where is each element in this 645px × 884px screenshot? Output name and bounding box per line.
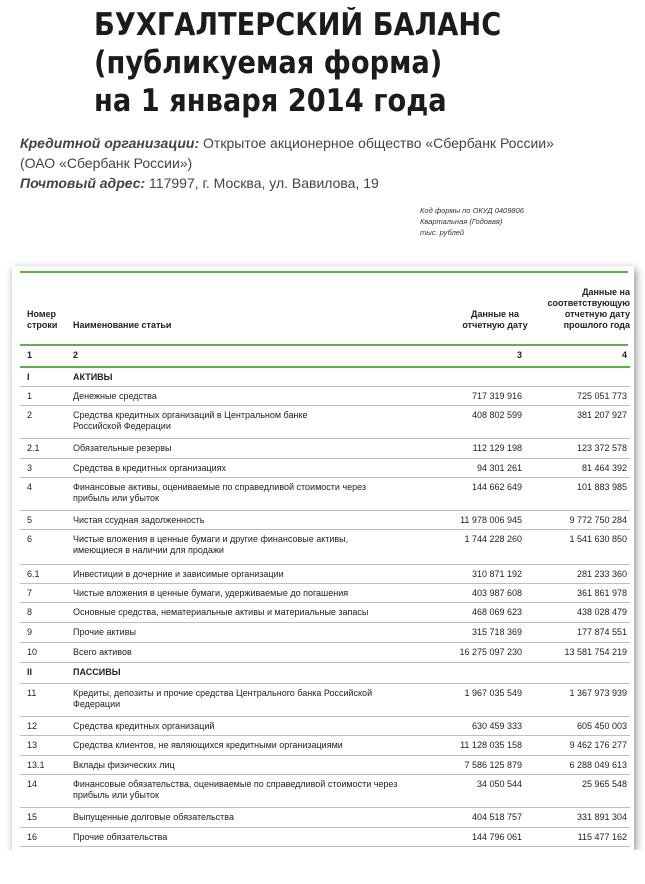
row-number: 1	[27, 350, 33, 360]
row-current-value: 144 796 061	[471, 832, 522, 842]
row-previous-value: 101 883 985	[576, 482, 627, 492]
row-current-value: 34 050 544	[476, 779, 522, 789]
row-name: 2	[73, 350, 79, 360]
title-line-2: (публикуемая форма)	[94, 45, 443, 81]
row-current-value: 404 518 757	[471, 812, 522, 822]
row-previous-value: 6 288 049 613	[569, 760, 627, 770]
row-current-value: 94 301 261	[476, 463, 522, 473]
row-number: 6.1	[27, 569, 40, 579]
row-number: 13.1	[27, 760, 45, 770]
row-current-value: 112 129 198	[472, 443, 522, 453]
row-current-value: 315 718 369	[471, 627, 522, 637]
org-name: Открытое акционерное общество «Сбербанк России»	[199, 135, 554, 151]
row-number: 8	[27, 607, 33, 617]
table-row	[20, 828, 630, 847]
header-num-line: строки	[27, 320, 58, 330]
units: тыс. рублей	[420, 228, 465, 237]
row-previous-value: 13 581 754 219	[564, 647, 627, 657]
row-number: 1	[27, 391, 33, 401]
row-current-value: 403 987 608	[471, 588, 522, 598]
row-number: 14	[27, 779, 38, 789]
table-row	[20, 808, 630, 828]
row-number: 15	[27, 812, 38, 822]
row-previous-value: 438 028 479	[576, 607, 627, 617]
header-prev-line: прошлого года	[563, 320, 630, 330]
header-cur-line: Данные на	[471, 309, 519, 319]
header-prev-line: соответствующую	[547, 298, 630, 308]
row-number: 16	[27, 832, 38, 842]
table-row	[20, 439, 630, 459]
row-name: АКТИВЫ	[73, 372, 113, 382]
table-row	[20, 756, 630, 775]
table-section-row	[20, 663, 630, 684]
row-name: Средства в кредитных организациях	[73, 463, 227, 473]
table-row	[20, 530, 630, 565]
header-cur-line: отчетную дату	[462, 320, 528, 330]
row-name: Чистая ссудная задолженность	[73, 515, 205, 525]
row-previous-value: 605 450 003	[576, 721, 627, 731]
table-section-row	[20, 368, 630, 387]
row-current-value: 717 319 916	[471, 391, 522, 401]
row-current-value: 408 802 599	[471, 410, 522, 420]
row-current-value: 630 459 333	[471, 721, 522, 731]
table-row	[20, 406, 630, 439]
header-num-line: Номер	[27, 309, 57, 319]
row-current-value: 144 662 649	[471, 482, 522, 492]
title-line-1: БУХГАЛТЕРСКИЙ БАЛАНС	[94, 7, 502, 43]
row-name: Средства кредитных организаций	[73, 721, 215, 731]
okud-code: Код формы по ОКУД 0409806	[420, 206, 524, 215]
row-name: Прочие активы	[73, 627, 136, 637]
header-row-number	[27, 309, 57, 331]
row-previous-value: 9 462 176 277	[569, 740, 627, 750]
row-name: Вклады физических лиц	[73, 760, 175, 770]
title-line-3: на 1 января 2014 года	[94, 83, 447, 119]
row-current-value: 1 744 228 260	[464, 534, 522, 544]
address: 117997, г. Москва, ул. Вавилова, 19	[145, 175, 379, 191]
row-number: 10	[27, 647, 38, 657]
row-previous-value: 725 051 773	[576, 391, 627, 401]
row-previous-value: 9 772 750 284	[569, 515, 627, 525]
row-number: II	[27, 667, 33, 677]
row-number: 7	[27, 588, 33, 598]
row-name: ПАССИВЫ	[73, 667, 121, 677]
table-row	[20, 478, 630, 511]
row-previous-value: 177 874 551	[576, 627, 627, 637]
row-number: 2.1	[27, 443, 40, 453]
row-name: Чистые вложения в ценные бумаги и другие финансовые активы, имеющиеся в наличии для продажи	[73, 534, 349, 555]
row-number: 3	[27, 463, 33, 473]
row-current-value: 11 978 006 945	[460, 515, 522, 525]
table-row	[20, 684, 630, 717]
table-row	[20, 584, 630, 603]
row-name: Денежные средства	[73, 391, 157, 401]
row-previous-value: 1 367 973 939	[569, 688, 627, 698]
top-rule	[20, 271, 628, 273]
row-previous-value: 115 477 162	[577, 832, 627, 842]
header-previous-year	[538, 287, 630, 331]
row-number: 12	[27, 721, 38, 731]
row-name: Инвестиции в дочерние и зависимые организации	[73, 569, 284, 579]
table-row	[20, 511, 630, 530]
row-name: Финансовые обязательства, оцениваемые по справедливой стоимости через прибыль или убыток	[73, 779, 398, 800]
page-bottom	[0, 850, 645, 884]
row-current-value: 3	[516, 350, 522, 360]
row-name: Всего активов	[73, 647, 132, 657]
row-current-value: 1 967 035 549	[464, 688, 522, 698]
row-number: 6	[27, 534, 33, 544]
balance-table-body	[20, 346, 630, 847]
row-previous-value: 1 541 630 850	[569, 534, 627, 544]
row-name: Кредиты, депозиты и прочие средства Центрального банка Российской Федерации	[73, 688, 373, 709]
address-label: Почтовый адрес:	[20, 175, 146, 191]
report-period: Квартальная (Годовая)	[420, 217, 503, 226]
row-name: Основные средства, нематериальные активы и материальные запасы	[73, 607, 369, 617]
row-previous-value: 361 861 978	[576, 588, 627, 598]
row-number: 11	[27, 688, 37, 698]
row-name: Прочие обязательства	[73, 832, 168, 842]
header-current-date	[440, 309, 550, 331]
row-number: 4	[27, 482, 33, 492]
row-name: Чистые вложения в ценные бумаги, удерживаемые до погашения	[73, 588, 349, 598]
row-current-value: 468 069 623	[471, 607, 522, 617]
row-name: Выпущенные долговые обязательства	[73, 812, 234, 822]
row-previous-value: 25 965 548	[581, 779, 627, 789]
row-previous-value: 381 207 927	[576, 410, 627, 420]
row-current-value: 11 128 035 158	[460, 740, 522, 750]
form-meta	[420, 205, 524, 238]
document-title	[94, 6, 501, 120]
row-number: 2	[27, 410, 33, 420]
table-row	[20, 346, 630, 368]
row-number: 5	[27, 515, 33, 525]
header-prev-line: отчетную дату	[564, 309, 630, 319]
table-row	[20, 736, 630, 756]
row-current-value: 310 871 192	[471, 569, 522, 579]
row-previous-value: 4	[621, 350, 627, 360]
row-previous-value: 281 233 360	[576, 569, 627, 579]
row-previous-value: 123 372 578	[576, 443, 627, 453]
table-row	[20, 387, 630, 406]
header-item-name: Наименование статьи	[73, 320, 172, 330]
row-current-value: 7 586 125 879	[464, 760, 522, 770]
table-header	[20, 284, 630, 344]
row-name: Финансовые активы, оцениваемые по справедливой стоимости через прибыль или убыток	[73, 482, 367, 503]
row-number: 13	[27, 740, 38, 750]
organization-info	[20, 133, 554, 193]
row-number: 9	[27, 627, 33, 637]
table-row	[20, 643, 630, 663]
row-previous-value: 81 464 392	[581, 463, 627, 473]
row-name: Средства кредитных организаций в Центральном банке Российской Федерации	[73, 410, 308, 431]
table-row	[20, 459, 630, 478]
table-row	[20, 603, 630, 623]
table-row	[20, 717, 630, 736]
row-name: Средства клиентов, не являющихся кредитными организациями	[73, 740, 343, 750]
org-label: Кредитной организации:	[20, 135, 200, 151]
row-name: Обязательные резервы	[73, 443, 172, 453]
org-short-name: (ОАО «Сбербанк России»)	[20, 155, 193, 171]
row-previous-value: 331 891 304	[576, 812, 627, 822]
header-prev-line: Данные на	[582, 287, 630, 297]
table-row	[20, 775, 630, 808]
table-row	[20, 623, 630, 643]
table-row	[20, 565, 630, 584]
row-current-value: 16 275 097 230	[459, 647, 522, 657]
row-number: I	[27, 372, 30, 382]
